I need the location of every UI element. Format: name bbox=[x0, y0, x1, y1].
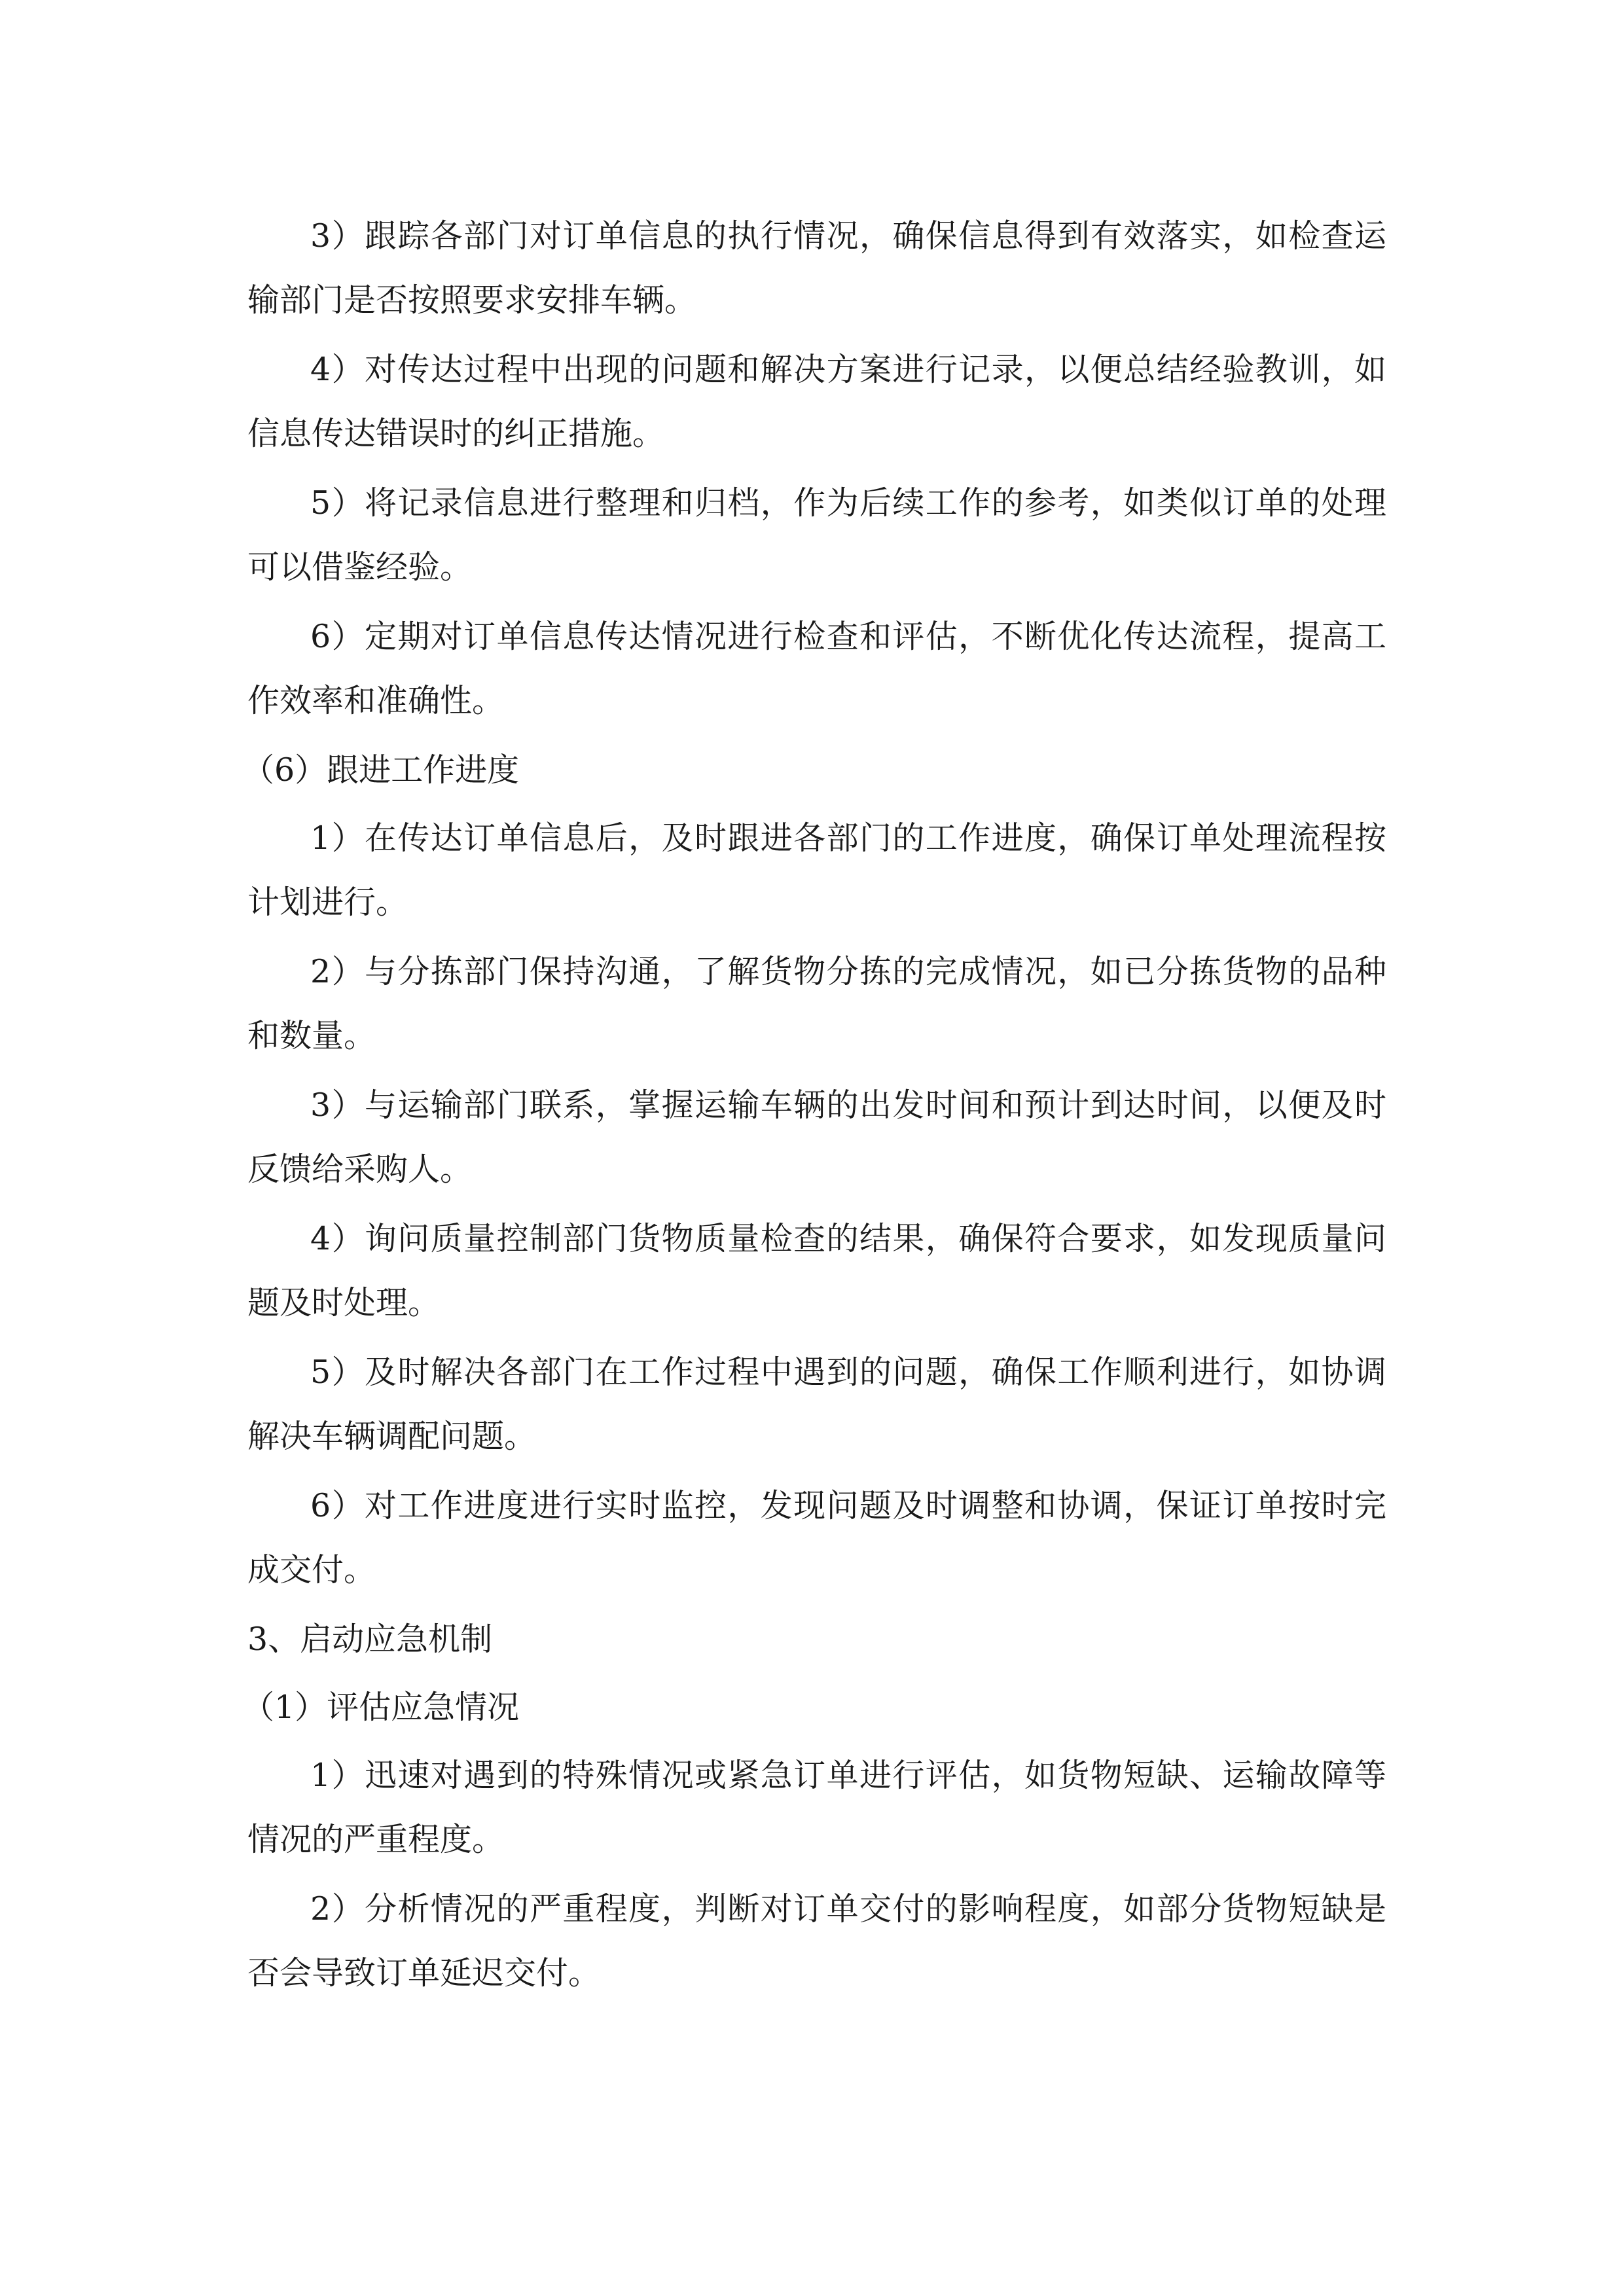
paragraph-item-1-rapid-assessment: 1）迅速对遇到的特殊情况或紧急订单进行评估，如货物短缺、运输故障等情况的严重程度。 bbox=[247, 1757, 1386, 1858]
document-body bbox=[242, 204, 1386, 2011]
paragraph-item-3-transport-contact: 3）与运输部门联系，掌握运输车辆的出发时间和预计到达时间，以便及时反馈给采购人。 bbox=[247, 1086, 1386, 1188]
paragraph-item-6-realtime-monitoring: 6）对工作进度进行实时监控，发现问题及时调整和协调，保证订单按时完成交付。 bbox=[247, 1487, 1386, 1588]
paragraph-item-2-sorting-communication: 2）与分拣部门保持沟通，了解货物分拣的完成情况，如已分拣货物的品种和数量。 bbox=[247, 953, 1386, 1054]
paragraph-item-4-problem-recording: 4）对传达过程中出现的问题和解决方案进行记录，以便总结经验教训，如信息传达错误时的纠正措施。 bbox=[247, 351, 1386, 452]
subsection-heading-assess-emergency: （1）评估应急情况 bbox=[242, 1689, 520, 1726]
paragraph-item-1-follow-up: 1）在传达订单信息后，及时跟进各部门的工作进度，确保订单处理流程按计划进行。 bbox=[247, 819, 1386, 921]
paragraph-item-5-archiving: 5）将记录信息进行整理和归档，作为后续工作的参考，如类似订单的处理可以借鉴经验。 bbox=[247, 484, 1386, 586]
section-heading-follow-up-progress: （6）跟进工作进度 bbox=[242, 751, 520, 789]
paragraph-item-2-impact-analysis: 2）分析情况的严重程度，判断对订单交付的影响程度，如部分货物短缺是否会导致订单延迟交付。 bbox=[247, 1890, 1386, 1992]
paragraph-item-6-periodic-review: 6）定期对订单信息传达情况进行检查和评估，不断优化传达流程，提高工作效率和准确性。 bbox=[247, 618, 1386, 719]
paragraph-item-3-execution-tracking: 3）跟踪各部门对订单信息的执行情况，确保信息得到有效落实，如检查运输部门是否按照要求安排车辆。 bbox=[247, 217, 1386, 319]
paragraph-item-5-issue-resolution: 5）及时解决各部门在工作过程中遇到的问题，确保工作顺利进行，如协调解决车辆调配问题。 bbox=[247, 1354, 1386, 1455]
section-heading-emergency-mechanism: 3、启动应急机制 bbox=[247, 1621, 493, 1658]
paragraph-item-4-quality-inquiry: 4）询问质量控制部门货物质量检查的结果，确保符合要求，如发现质量问题及时处理。 bbox=[247, 1220, 1386, 1321]
